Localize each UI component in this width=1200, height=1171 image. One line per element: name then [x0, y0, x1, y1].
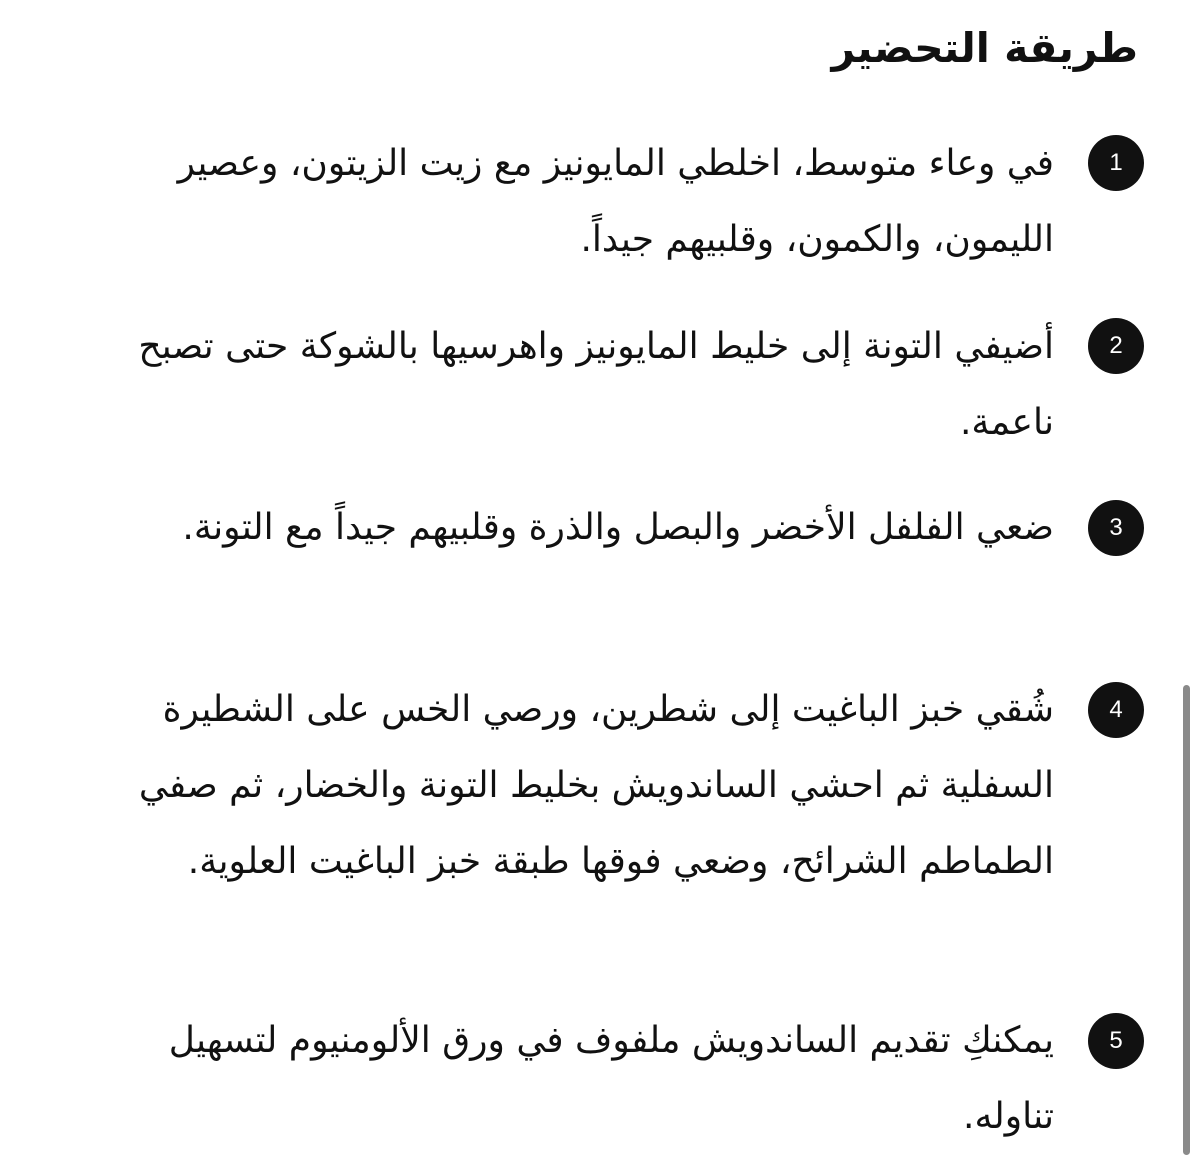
step-text: ضعي الفلفل الأخضر والبصل والذرة وقلبيهم جيداً مع التونة.: [182, 507, 1054, 548]
step-number-badge: 3: [1088, 500, 1144, 556]
step-text: أضيفي التونة إلى خليط المايونيز واهرسيها بالشوكة حتى تصبح ناعمة.: [138, 326, 1054, 443]
step-number-badge: 4: [1088, 682, 1144, 738]
step-text: شُقي خبز الباغيت إلى شطرين، ورصي الخس على الشطيرة السفلية ثم احشي الساندويش بخليط التونة والخضار، ثم صفي الطماطم الشرائح، وضعي فوقها طبقة خبز الباغيت العلوية.: [138, 689, 1054, 882]
step-number-badge: 5: [1088, 1013, 1144, 1069]
step-text: في وعاء متوسط، اخلطي المايونيز مع زيت الزيتون، وعصير الليمون، والكمون، وقلبيهم جيداً.: [177, 143, 1054, 260]
step-text: يمكنكِ تقديم الساندويش ملفوف في ورق الألومنيوم لتسهيل تناوله.: [168, 1020, 1054, 1137]
step-number-badge: 1: [1088, 135, 1144, 191]
section-heading: طريقة التحضير: [831, 24, 1138, 72]
step-number-badge: 2: [1088, 318, 1144, 374]
vertical-scrollbar[interactable]: [1183, 685, 1190, 1155]
